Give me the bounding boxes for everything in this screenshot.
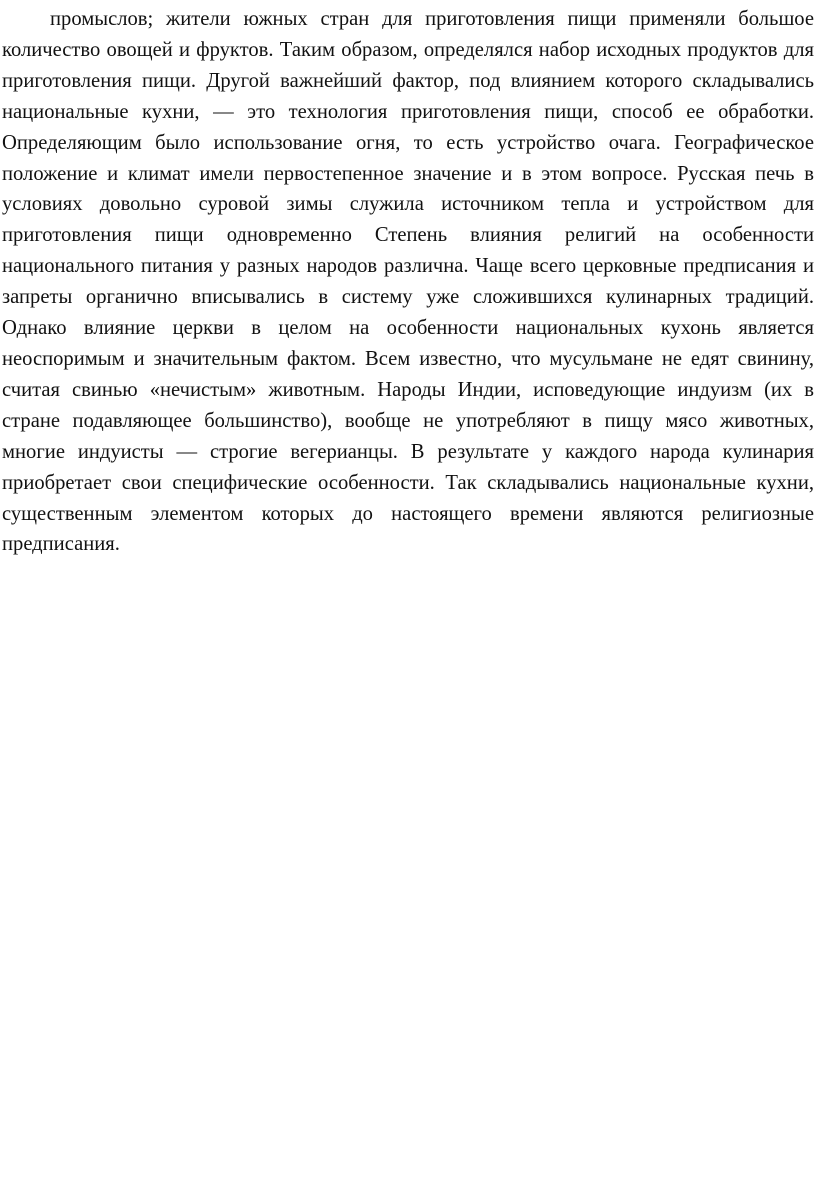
body-paragraph: промыслов; жители южных стран для приготовления пищи применяли большое количество овощей и фруктов. Таким образом, определялся набор исходных продуктов для приготовления пищи. Другой важнейший фактор, под влиянием которого складывались национальные кухни, — это технология приготовления пищи, способ ее обработки. Определяющим было использование огня, то есть устройство очага. Географическое положение и климат имели первостепенное значение и в этом вопросе. Русская печь в условиях довольно суровой зимы служила источником тепла и устройством для приготовления пищи одновременно Степень влияния религий на особенности национального питания у разных народов различна. Чаще всего церковные предписания и запреты органично вписывались в систему уже сложившихся кулинарных традиций. Однако влияние церкви в целом на особенности национальных кухонь является неоспоримым и значительным фактом. Всем известно, что мусульмане не едят свинину, считая свинью «нечистым» животным. Народы Индии, исповедующие индуизм (их в стране подавляющее большинство), вообще не употребляют в пищу мясо животных, многие индуисты — строгие вегерианцы. В результате у каждого народа кулинария приобретает свои специфические особенности. Так складывались национальные кухни, существенным элементом которых до настоящего времени являются религиозные предписания.: [2, 8, 814, 556]
